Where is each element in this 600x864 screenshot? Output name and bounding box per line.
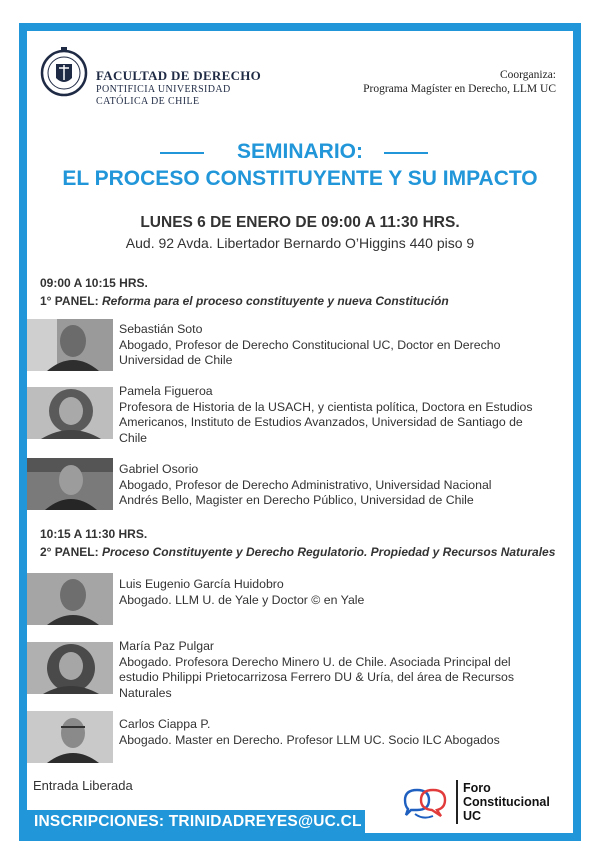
foro-line1: Foro <box>463 781 491 795</box>
uc-seal-logo <box>40 44 88 102</box>
speaker-entry <box>119 462 559 509</box>
speaker-bio: Profesora de Historia de la USACH, y cientista política, Doctora en Estudios <box>119 399 533 414</box>
foro-logo-text <box>463 781 550 823</box>
speaker-bio: Naturales <box>119 685 172 700</box>
panel2-label: 2° PANEL: <box>40 545 99 559</box>
speaker-bio: Abogado, Profesor de Derecho Constitucional UC, Doctor en Derecho <box>119 337 501 352</box>
panel1-time: 09:00 A 10:15 HRS. <box>40 276 148 290</box>
speaker-bio: Abogado, Profesor de Derecho Administrativo, Universidad Nacional <box>119 477 492 492</box>
free-entry-text: Entrada Liberada <box>33 778 133 793</box>
speaker-bio: Andrés Bello, Magister en Derecho Público, Universidad de Chile <box>119 493 474 507</box>
speaker-entry <box>119 717 559 748</box>
faculty-block <box>96 68 261 108</box>
event-date: LUNES 6 DE ENERO DE 09:00 A 11:30 HRS. <box>140 214 460 231</box>
speaker-name: María Paz Pulgar <box>119 639 215 653</box>
foro-line2: Constitucional <box>463 795 550 809</box>
speaker-photo <box>27 319 113 371</box>
speaker-bio: Americanos, Instituto de Estudios Avanzados, Universidad de Santiago de <box>119 415 523 429</box>
coorganizer-label: Coorganiza: <box>500 69 556 81</box>
speaker-entry <box>119 639 559 701</box>
speaker-entry <box>119 384 559 446</box>
faculty-name: FACULTAD DE DERECHO <box>96 68 262 83</box>
coorganizer-program: Programa Magíster en Derecho, LLM UC <box>363 83 556 95</box>
speaker-name: Sebastián Soto <box>119 322 203 336</box>
speaker-name: Gabriel Osorio <box>119 462 199 476</box>
speaker-photo <box>27 573 113 625</box>
foro-divider <box>456 780 458 824</box>
speaker-entry <box>119 577 559 608</box>
speaker-name: Pamela Figueroa <box>119 384 213 398</box>
seminar-title: EL PROCESO CONSTITUYENTE Y SU IMPACTO <box>62 167 538 190</box>
speaker-entry <box>119 322 559 369</box>
panel1-topic: Reforma para el proceso constituyente y nueva Constitución <box>101 294 449 308</box>
speaker-name: Luis Eugenio García Huidobro <box>119 577 284 591</box>
speech-bubbles-icon <box>401 784 451 822</box>
coorganizer-block <box>363 68 556 96</box>
speaker-photo <box>27 458 113 510</box>
panel2-time: 10:15 A 11:30 HRS. <box>40 527 148 541</box>
panel1-title <box>40 294 449 308</box>
foro-line3: UC <box>463 809 482 823</box>
panel2-title <box>40 545 555 559</box>
signup-text[interactable]: INSCRIPCIONES: TRINIDADREYES@UC.CL <box>34 813 362 830</box>
speaker-bio: Abogado. LLM U. de Yale y Doctor © en Yale <box>119 592 365 607</box>
speaker-bio: Abogado. Master en Derecho. Profesor LLM UC. Socio ILC Abogados <box>119 732 500 747</box>
university-line2: CATÓLICA DE CHILE <box>96 96 200 107</box>
speaker-bio: Universidad de Chile <box>119 353 233 367</box>
speaker-name: Carlos Ciappa P. <box>119 717 211 731</box>
seminar-label: SEMINARIO: <box>237 140 363 163</box>
speaker-bio: Chile <box>119 430 148 445</box>
signup-banner <box>27 810 365 834</box>
panel1-label: 1° PANEL: <box>40 294 99 308</box>
speaker-bio: Abogado. Profesora Derecho Minero U. de Chile. Asociada Principal del <box>119 654 511 669</box>
university-line1: PONTIFICIA UNIVERSIDAD <box>96 84 231 95</box>
panel2-topic: Proceso Constituyente y Derecho Regulatorio. Propiedad y Recursos Naturales <box>101 545 556 559</box>
speaker-photo <box>27 387 113 439</box>
event-venue: Aud. 92 Avda. Libertador Bernardo O’Higgins 440 piso 9 <box>125 235 475 251</box>
speaker-bio: estudio Philippi Prietocarrizosa Ferrero DU & Uría, del área de Recursos <box>119 670 515 684</box>
speaker-photo <box>27 642 113 694</box>
speaker-photo <box>27 711 113 763</box>
